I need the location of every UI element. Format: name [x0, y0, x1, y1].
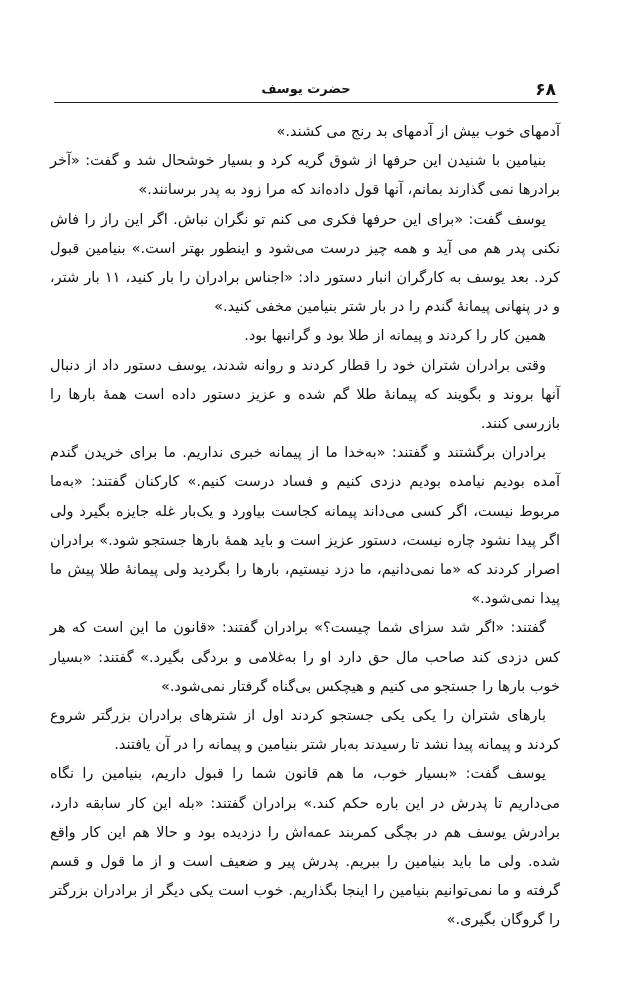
paragraph: گفتند: «اگر شد سزای شما چیست؟» برادران گفتند: «قانون ما این است که هر کس دزدی کند صاحب مال حق دارد او را به‌غلامی و بردگی بگیرد.» گفتند: «بسیار خوب بارها را جستجو می کنیم و هیچکس بی‌گناه گرفتار نمی‌شود.» [50, 620, 560, 695]
paragraph: همین کار را کردند و پیمانه از طلا بود و گرانبها بود. [244, 328, 546, 345]
body-text [50, 118, 560, 936]
paragraph: یوسف گفت: «بسیار خوب، ما هم قانون شما را قبول داریم، بنیامین را نگاه می‌داریم تا پدرش در این باره حکم کند.» برادران گفتند: «بله این کار سابقه دارد، برادرش یوسف هم در بچگی کمربند عمه‌اش را دزدیده بود و حالا هم این کار واقع شده. ولی ما باید بنیامین را ببریم. پدرش پیر و ضعیف است و از ما قول و قسم گرفته و ما نمی‌توانیم بنیامین را اینجا بگذاریم. خوب است یکی دیگر از برادران بزرگتر را گروگان بگیری.» [50, 766, 560, 929]
page-number: ۶۸ [535, 80, 556, 100]
paragraph: بارهای شتران را یکی یکی جستجو کردند اول از شترهای برادران بزرگتر شروع کردند و پیمانه پیدا نشد تا رسیدند به‌بار شتر بنیامین و پیمانه را در آن یافتند. [50, 708, 560, 754]
paragraph: وقتی برادران شتران خود را قطار کردند و روانه شدند، یوسف دستور داد از دنبال آنها بروند و بگویند که پیمانهٔ طلا گم شده و عزیز دستور داده است همهٔ بارها را بازرسی کنند. [50, 357, 560, 433]
paragraph: بنیامین با شنیدن این حرفها از شوق گریه کرد و بسیار خوشحال شد و گفت: «آخر برادرها نمی گذارند بمانم، آنها قول داده‌اند که مرا زود به پدر برسانند.» [50, 153, 560, 199]
paragraph: یوسف گفت: «برای این حرفها فکری می کنم تو نگران نباش. اگر این راز را فاش نکنی پدر هم می آید و همه چیز درست می‌شود و اینطور بهتر است.» بنیامین قبول کرد. بعد یوسف به کارگران انبار دستور داد: «اجناس برادران را بار کنید، ۱۱ بار شتر، و در پنهانی پیمانهٔ گندم را در بار شتر بنیامین مخفی کنید.» [50, 211, 560, 316]
page-header [54, 80, 558, 103]
running-title: حضرت یوسف [261, 82, 351, 97]
paragraph-continuation: آدمهای خوب بیش از آدمهای بد رنج می کشند.» [276, 124, 560, 140]
paragraph: برادران برگشتند و گفتند: «به‌خدا ما از پیمانه خبری نداریم. ما برای خریدن گندم آمده بودیم نیامده بودیم دزدی کنیم و فساد درست کنیم.» کارکنان گفتند: «به‌ما مربوط نیست، اگر کسی می‌داند پیمانه کجاست بیاورد و یک‌بار غله جایزه بگیرد ولی اگر پیدا نشود چاره نیست، دستور عزیز است و باید همهٔ بارها جستجو شود.» برادران اصرار کردند که «ما نمی‌دانیم، ما دزد نیستیم، بارها را بگردید ولی پیمانهٔ طلا پیش ما پیدا نمی‌شود.» [50, 445, 560, 608]
